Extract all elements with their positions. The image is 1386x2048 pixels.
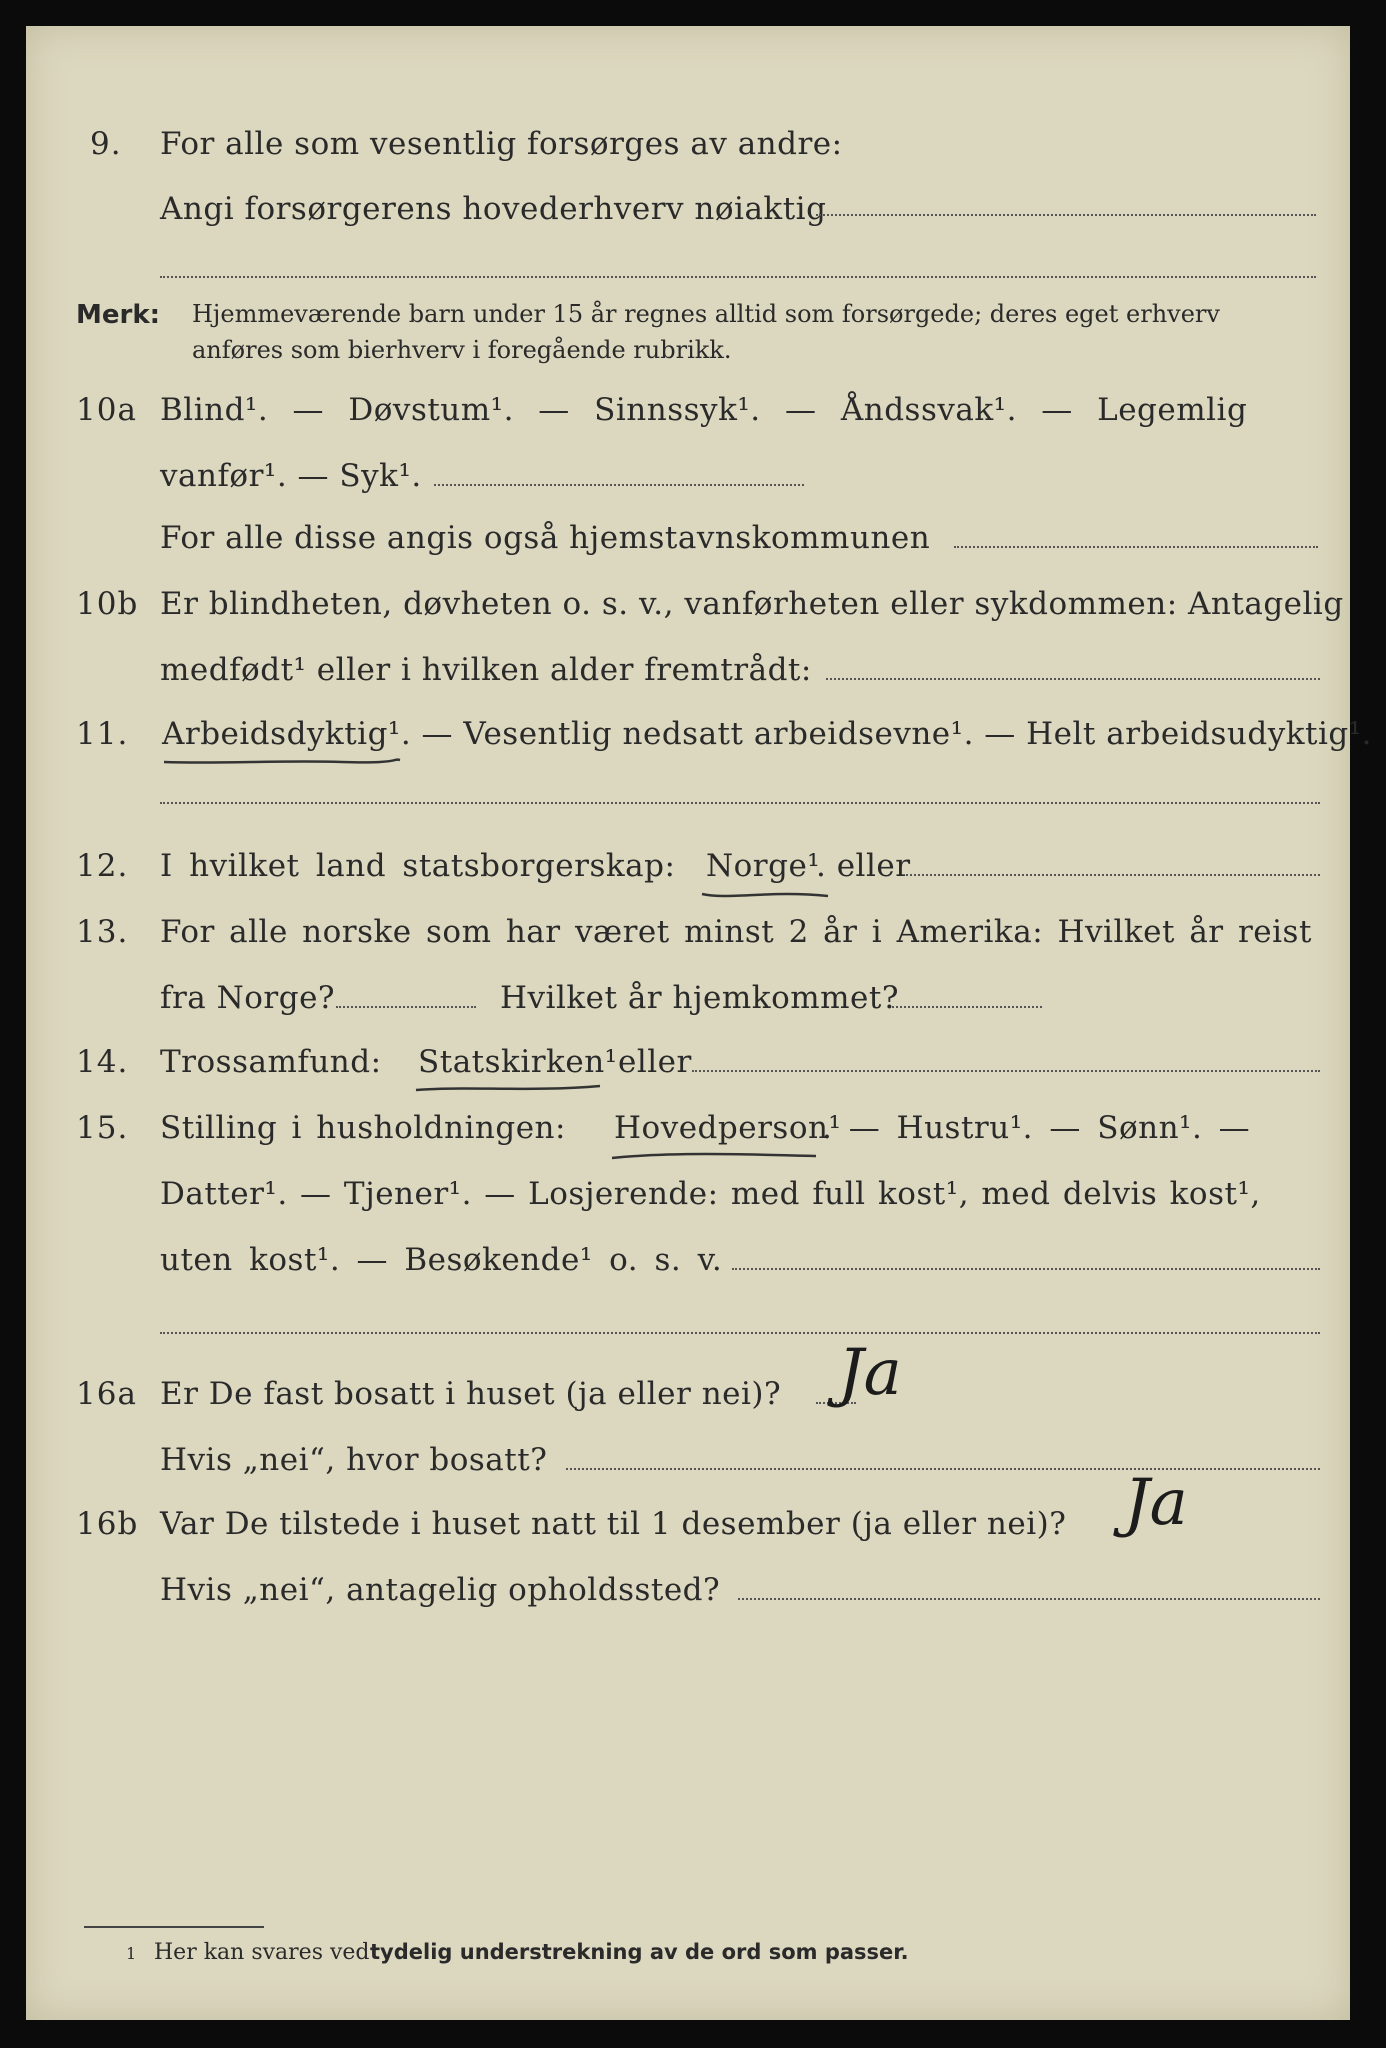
- q13-line2b: Hvilket år hjemkommet?: [500, 980, 899, 1016]
- q13-number: 13.: [76, 914, 129, 950]
- q14-number: 14.: [76, 1044, 129, 1080]
- q15-line2: Datter¹. — Tjener¹. — Losjerende: med full kost¹, med delvis kost¹,: [160, 1176, 1261, 1212]
- q16a-bosatt-line[interactable]: [566, 1468, 1320, 1470]
- q11-underline-mark: [162, 754, 402, 768]
- q15-number: 15.: [76, 1110, 129, 1146]
- q10b-answer-line[interactable]: [826, 678, 1320, 680]
- merk-line1: Hjemmeværende barn under 15 år regnes alltid som forsørgede; deres eget erhverv: [192, 300, 1220, 328]
- q11-line1: Arbeidsdyktig¹. — Vesentlig nedsatt arbeidsevne¹. — Helt arbeidsudyktig¹.: [162, 716, 1373, 752]
- q16a-handwritten-answer: Ja: [838, 1336, 902, 1410]
- q13-line2a: fra Norge?: [160, 980, 336, 1016]
- merk-label: Merk:: [76, 300, 161, 330]
- q10a-hjemstavn-line[interactable]: [954, 546, 1318, 548]
- q10a-line2: vanfør¹. — Syk¹.: [160, 458, 422, 494]
- q12-text-a: I hvilket land statsborgerskap:: [160, 848, 676, 884]
- q9-line1: For alle som vesentlig forsørges av andre:: [160, 126, 843, 162]
- q15-line3: uten kost¹. — Besøkende¹ o. s. v.: [160, 1242, 723, 1278]
- q14-text-a: Trossamfund:: [160, 1044, 382, 1080]
- q10b-number: 10b: [76, 586, 139, 622]
- q10a-line3: For alle disse angis også hjemstavnskommunen: [160, 520, 931, 556]
- q15-hovedperson: Hovedperson¹: [614, 1110, 842, 1146]
- q10b-line1: Er blindheten, døvheten o. s. v., vanførheten eller sykdommen: Antagelig: [160, 586, 1344, 622]
- q13-line1: For alle norske som har været minst 2 år i Amerika: Hvilket år reist: [160, 914, 1312, 950]
- footnote-text-b: tydelig understrekning av de ord som passer.: [370, 1940, 909, 1964]
- q16b-handwritten-answer: Ja: [1124, 1466, 1188, 1540]
- q15-underline-mark: [610, 1150, 820, 1164]
- q12-text-b: . eller: [816, 848, 911, 884]
- q15-answer-line[interactable]: [732, 1268, 1320, 1270]
- q16b-opholdssted-line[interactable]: [738, 1598, 1320, 1600]
- q10a-line1: Blind¹. — Døvstum¹. — Sinnssyk¹. — Åndssvak¹. — Legemlig: [160, 392, 1248, 428]
- footnote-text-a: Her kan svares ved: [154, 1940, 370, 1965]
- q11-answer-line[interactable]: [160, 802, 1320, 804]
- footnote-rule: [84, 1926, 264, 1928]
- q12-norge: Norge¹: [706, 848, 821, 884]
- q12-answer-line[interactable]: [906, 874, 1320, 876]
- q15-text-a: Stilling i husholdningen:: [160, 1110, 566, 1146]
- q16a-number: 16a: [76, 1376, 137, 1412]
- q10b-line2: medfødt¹ eller i hvilken alder fremtrådt:: [160, 652, 812, 688]
- q15-extra-line[interactable]: [160, 1332, 1320, 1334]
- q13-reist-line[interactable]: [336, 1006, 476, 1008]
- q10a-number: 10a: [76, 392, 137, 428]
- q9-answer-line[interactable]: [816, 214, 1316, 216]
- census-form-page: [26, 26, 1373, 2020]
- q13-hjemkommet-line[interactable]: [892, 1006, 1042, 1008]
- q14-underline-mark: [414, 1082, 604, 1096]
- q9-line2: Angi forsørgerens hovederhverv nøiaktig: [160, 191, 827, 227]
- q12-underline-mark: [700, 888, 830, 902]
- q9-extra-line[interactable]: [160, 276, 1316, 278]
- merk-line2: anføres som bierhverv i foregående rubrikk.: [192, 336, 732, 364]
- q16b-number: 16b: [76, 1506, 139, 1542]
- q10a-answer-line[interactable]: [434, 484, 804, 486]
- q15-text-b: . — Hustru¹. — Sønn¹. —: [822, 1110, 1251, 1146]
- footnote-mark: 1: [126, 1944, 137, 1963]
- q16b-line1: Var De tilstede i huset natt til 1 desember (ja eller nei)?: [160, 1506, 1067, 1542]
- q12-number: 12.: [76, 848, 129, 884]
- q14-answer-line[interactable]: [692, 1070, 1320, 1072]
- q16a-line1: Er De fast bosatt i huset (ja eller nei)?: [160, 1376, 782, 1412]
- q14-statskirken: Statskirken¹: [418, 1044, 618, 1080]
- q16b-line2: Hvis „nei“, antagelig opholdssted?: [160, 1572, 721, 1608]
- q9-number: 9.: [90, 126, 122, 162]
- q11-number: 11.: [76, 716, 129, 752]
- q16a-line2: Hvis „nei“, hvor bosatt?: [160, 1442, 548, 1478]
- q14-text-b: eller: [618, 1044, 692, 1080]
